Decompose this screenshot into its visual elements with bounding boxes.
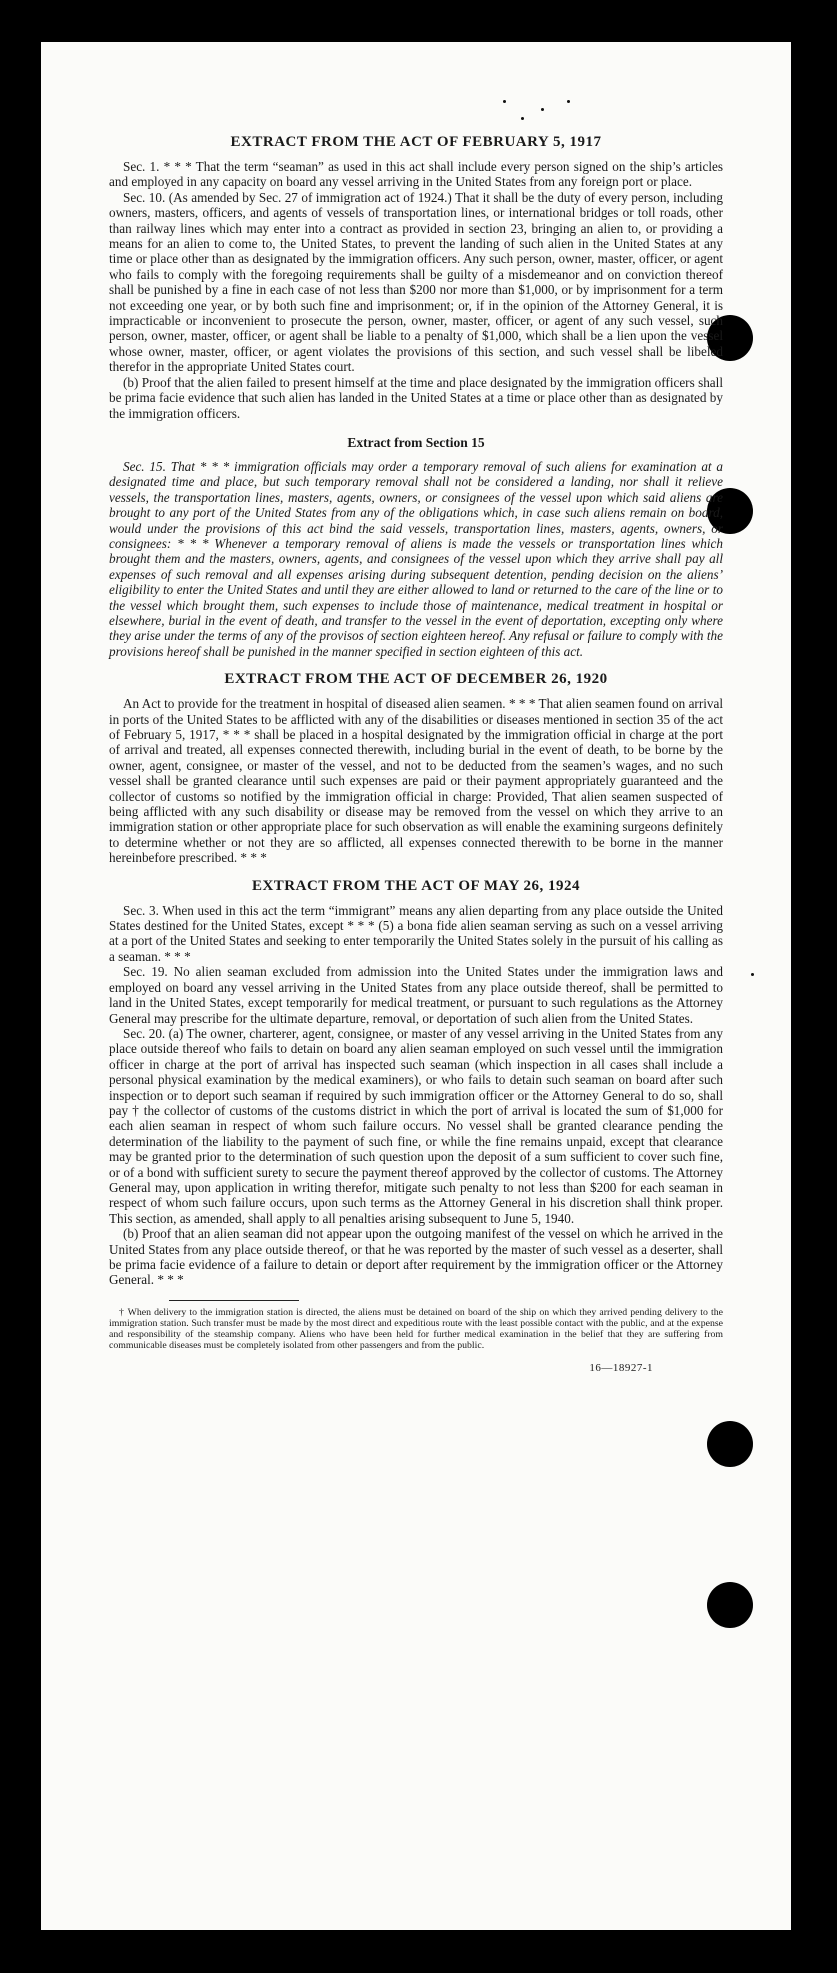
paragraph-sec-10: Sec. 10. (As amended by Sec. 27 of immigration act of 1924.) That it shall be the duty of every person, including owners, masters, officers, and agents of vessels of transportation lines, or international bridges or toll roads, other than railway lines which may enter into a contract as provided in section 23, bringing an alien to, or providing a means for an alien to come to, the United States, to prevent the landing of such alien in the United States at any time or place other than as designated by the immigration officers. Any such person, owner, master, officer, or agent who fails to comply with the foregoing requirements shall be guilty of a misdemeanor and on conviction thereof shall be punished by a fine in each case of not less than $200 nor more than $1,000, or by imprisonment for a term not exceeding one year, or by both such fine and imprisonment; or, if in the opinion of the Attorney General, it is impracticable or inconvenient to prosecute the person, owner, master, officer, or agent of any such vessel, such person, owner, master, officer, or agent shall be liable to a penalty of $1,000, which shall be a lien upon the vessel whose owner, master, officer, or agent violates the provisions of this section, and such vessel shall be libeled therefor in the appropriate United States court. xyxy=(109,189,723,375)
form-code: 16—18927-1 xyxy=(589,1361,653,1374)
paragraph-act-1920: An Act to provide for the treatment in hospital of diseased alien seamen. * * * That alien seamen found on arrival in ports of the United States to be afflicted with any of the disabilities or diseases mentioned in section 35 of the act of February 5, 1917, * * * shall be placed in a hospital designated by the immigration official in charge at the port of arrival and treated, all expenses connected therewith, including burial in the event of death, to be borne by the owner, agent, consignee, or master of the vessel, and not to be deducted from the seamen’s wages, and no such vessel shall be granted clearance until such expenses are paid or their payment appropriately guaranteed and the collector of customs so notified by the immigration official in charge: Provided, That alien seamen suspected of being afflicted with any such disability or disease may be removed from the vessel on which they arrive to an immigration station or other appropriate place for such observation as will enable the examining surgeons definitely to determine whether or not they are so afflicted, all expenses connected therewith to be borne in the manner hereinbefore prescribed. * * * xyxy=(109,696,723,866)
scan-speck xyxy=(541,108,544,111)
punch-hole xyxy=(707,1421,753,1467)
scan-speck xyxy=(567,100,570,103)
paragraph-sec-20-b: (b) Proof that an alien seaman did not appear upon the outgoing manifest of the vessel on which he arrived in the United States from any place outside thereof, or that he was reported by the master of such vessel as a deserter, shall be prima facie evidence of a failure to detain or deport after requirement by the immigration officer or the Attorney General. * * * xyxy=(109,1226,723,1288)
footnote xyxy=(109,1307,723,1352)
paragraph-sec-1: Sec. 1. * * * That the term “seaman” as used in this act shall include every person signed on the ship’s articles and employed in any capacity on board any vessel arriving in the United States from any foreign port or place. xyxy=(109,159,723,190)
footnote-divider xyxy=(169,1300,299,1301)
section-act-may-1924 xyxy=(109,878,723,1288)
paragraph-sec-3: Sec. 3. When used in this act the term “immigrant” means any alien departing from any place outside the United States destined for the United States, except * * * (5) a bona fide alien seaman serving as such on a vessel arriving at a port of the United States and seeking to enter temporarily the United States solely in the pursuit of his calling as a seaman. * * * xyxy=(109,902,723,964)
document-page xyxy=(41,42,791,1930)
section-act-feb-1917 xyxy=(109,134,723,421)
section-title: EXTRACT FROM THE ACT OF FEBRUARY 5, 1917 xyxy=(230,134,602,150)
paragraph-sec-10-b: (b) Proof that the alien failed to present himself at the time and place designated by the immigration officers shall be prima facie evidence that such alien has landed in the United States at a time or place other than as designated by the immigration officers. xyxy=(109,374,723,421)
footnote-text: † When delivery to the immigration station is directed, the aliens must be detained on board of the ship on which they arrived pending delivery to the immigration station. Such transfer must be made by the most direct and expeditious route with the least possible contact with the public, and at the expense and responsibility of the steamship company. Aliens who have been held for further medical examination in the belief that they are suffering from communicable diseases must be completely isolated from other passengers and from the public. xyxy=(109,1306,723,1352)
section-title: Extract from Section 15 xyxy=(347,434,485,450)
paragraph-sec-15: Sec. 15. That * * * immigration officials may order a temporary removal of such aliens for examination at a designated time and place, but such temporary removal shall not be considered a landing, nor shall it relieve vessels, the transportation lines, masters, agents, owners, or consignees of the vessel upon which said aliens are brought to any port of the United States from any of the obligations which, in case such aliens remain on board, would under the provisions of this act bind the said vessels, transportation lines, masters, agents, owners, or consignees: * * * Whenever a temporary removal of aliens is made the vessels or transportation lines which brought them and the masters, owners, agents, and consignees of the vessel upon which they arrive shall pay all expenses of such removal and all expenses arising during subsequent detention, pending decision on the aliens’ eligibility to enter the United States and until they are either allowed to land or returned to the care of the line or to the vessel which brought them, such expenses to include those of maintenance, medical treatment in hospital or elsewhere, burial in the event of death, and transfer to the vessel in the event of deportation, excepting only where they arise under the terms of any of the provisos of section eighteen hereof. Any refusal or failure to comply with the provisions hereof shall be punished in the manner specified in section eighteen of this act. xyxy=(109,458,723,659)
scan-speck xyxy=(503,100,506,103)
paragraph-sec-19: Sec. 19. No alien seaman excluded from admission into the United States under the immigration laws and employed on board any vessel arriving in the United States from any place outside thereof, shall be permitted to land in the United States, except temporarily for medical treatment, or pursuant to such regulations as the Attorney General may prescribe for the ultimate departure, removal, or deportation of such alien from the United States. xyxy=(109,964,723,1026)
document-body xyxy=(109,134,723,1374)
section-act-dec-1920 xyxy=(109,671,723,865)
scan-speck xyxy=(521,117,524,120)
section-title: EXTRACT FROM THE ACT OF DECEMBER 26, 1920 xyxy=(224,671,608,688)
paragraph-sec-20-a: Sec. 20. (a) The owner, charterer, agent, consignee, or master of any vessel arriving in the United States from any place outside thereof who fails to detain on board any alien seaman employed on such vessel until the immigration officer in charge at the port of arrival has inspected such seaman (which inspection in all cases shall include a personal physical examination by the medical examiners), or who fails to detain such seaman on board after such inspection or to deport such seaman if required by such immigration officer or the Attorney General to do so, shall pay † the collector of customs of the customs district in which the port of arrival is located the sum of $1,000 for each alien seaman in respect of whom such failure occurs. No vessel shall be granted clearance pending the determination of the liability to the payment of such fine, or while the fine remains unpaid, except that clearance may be granted prior to the determination of such question upon the deposit of a sum sufficient to cover such fine, or of a bond with sufficient surety to secure the payment thereof approved by the collector of customs. The Attorney General may, upon application in writing therefor, mitigate such penalty to not less than $200 for each seaman in respect of whom such failure occurs, upon such terms as the Attorney General in his discretion shall think proper. This section, as amended, shall apply to all penalties arising subsequent to June 5, 1940. xyxy=(109,1025,723,1226)
scan-speck xyxy=(751,973,754,976)
section-extract-sec-15 xyxy=(109,435,723,659)
punch-hole xyxy=(707,1582,753,1628)
section-title: EXTRACT FROM THE ACT OF MAY 26, 1924 xyxy=(251,877,581,894)
